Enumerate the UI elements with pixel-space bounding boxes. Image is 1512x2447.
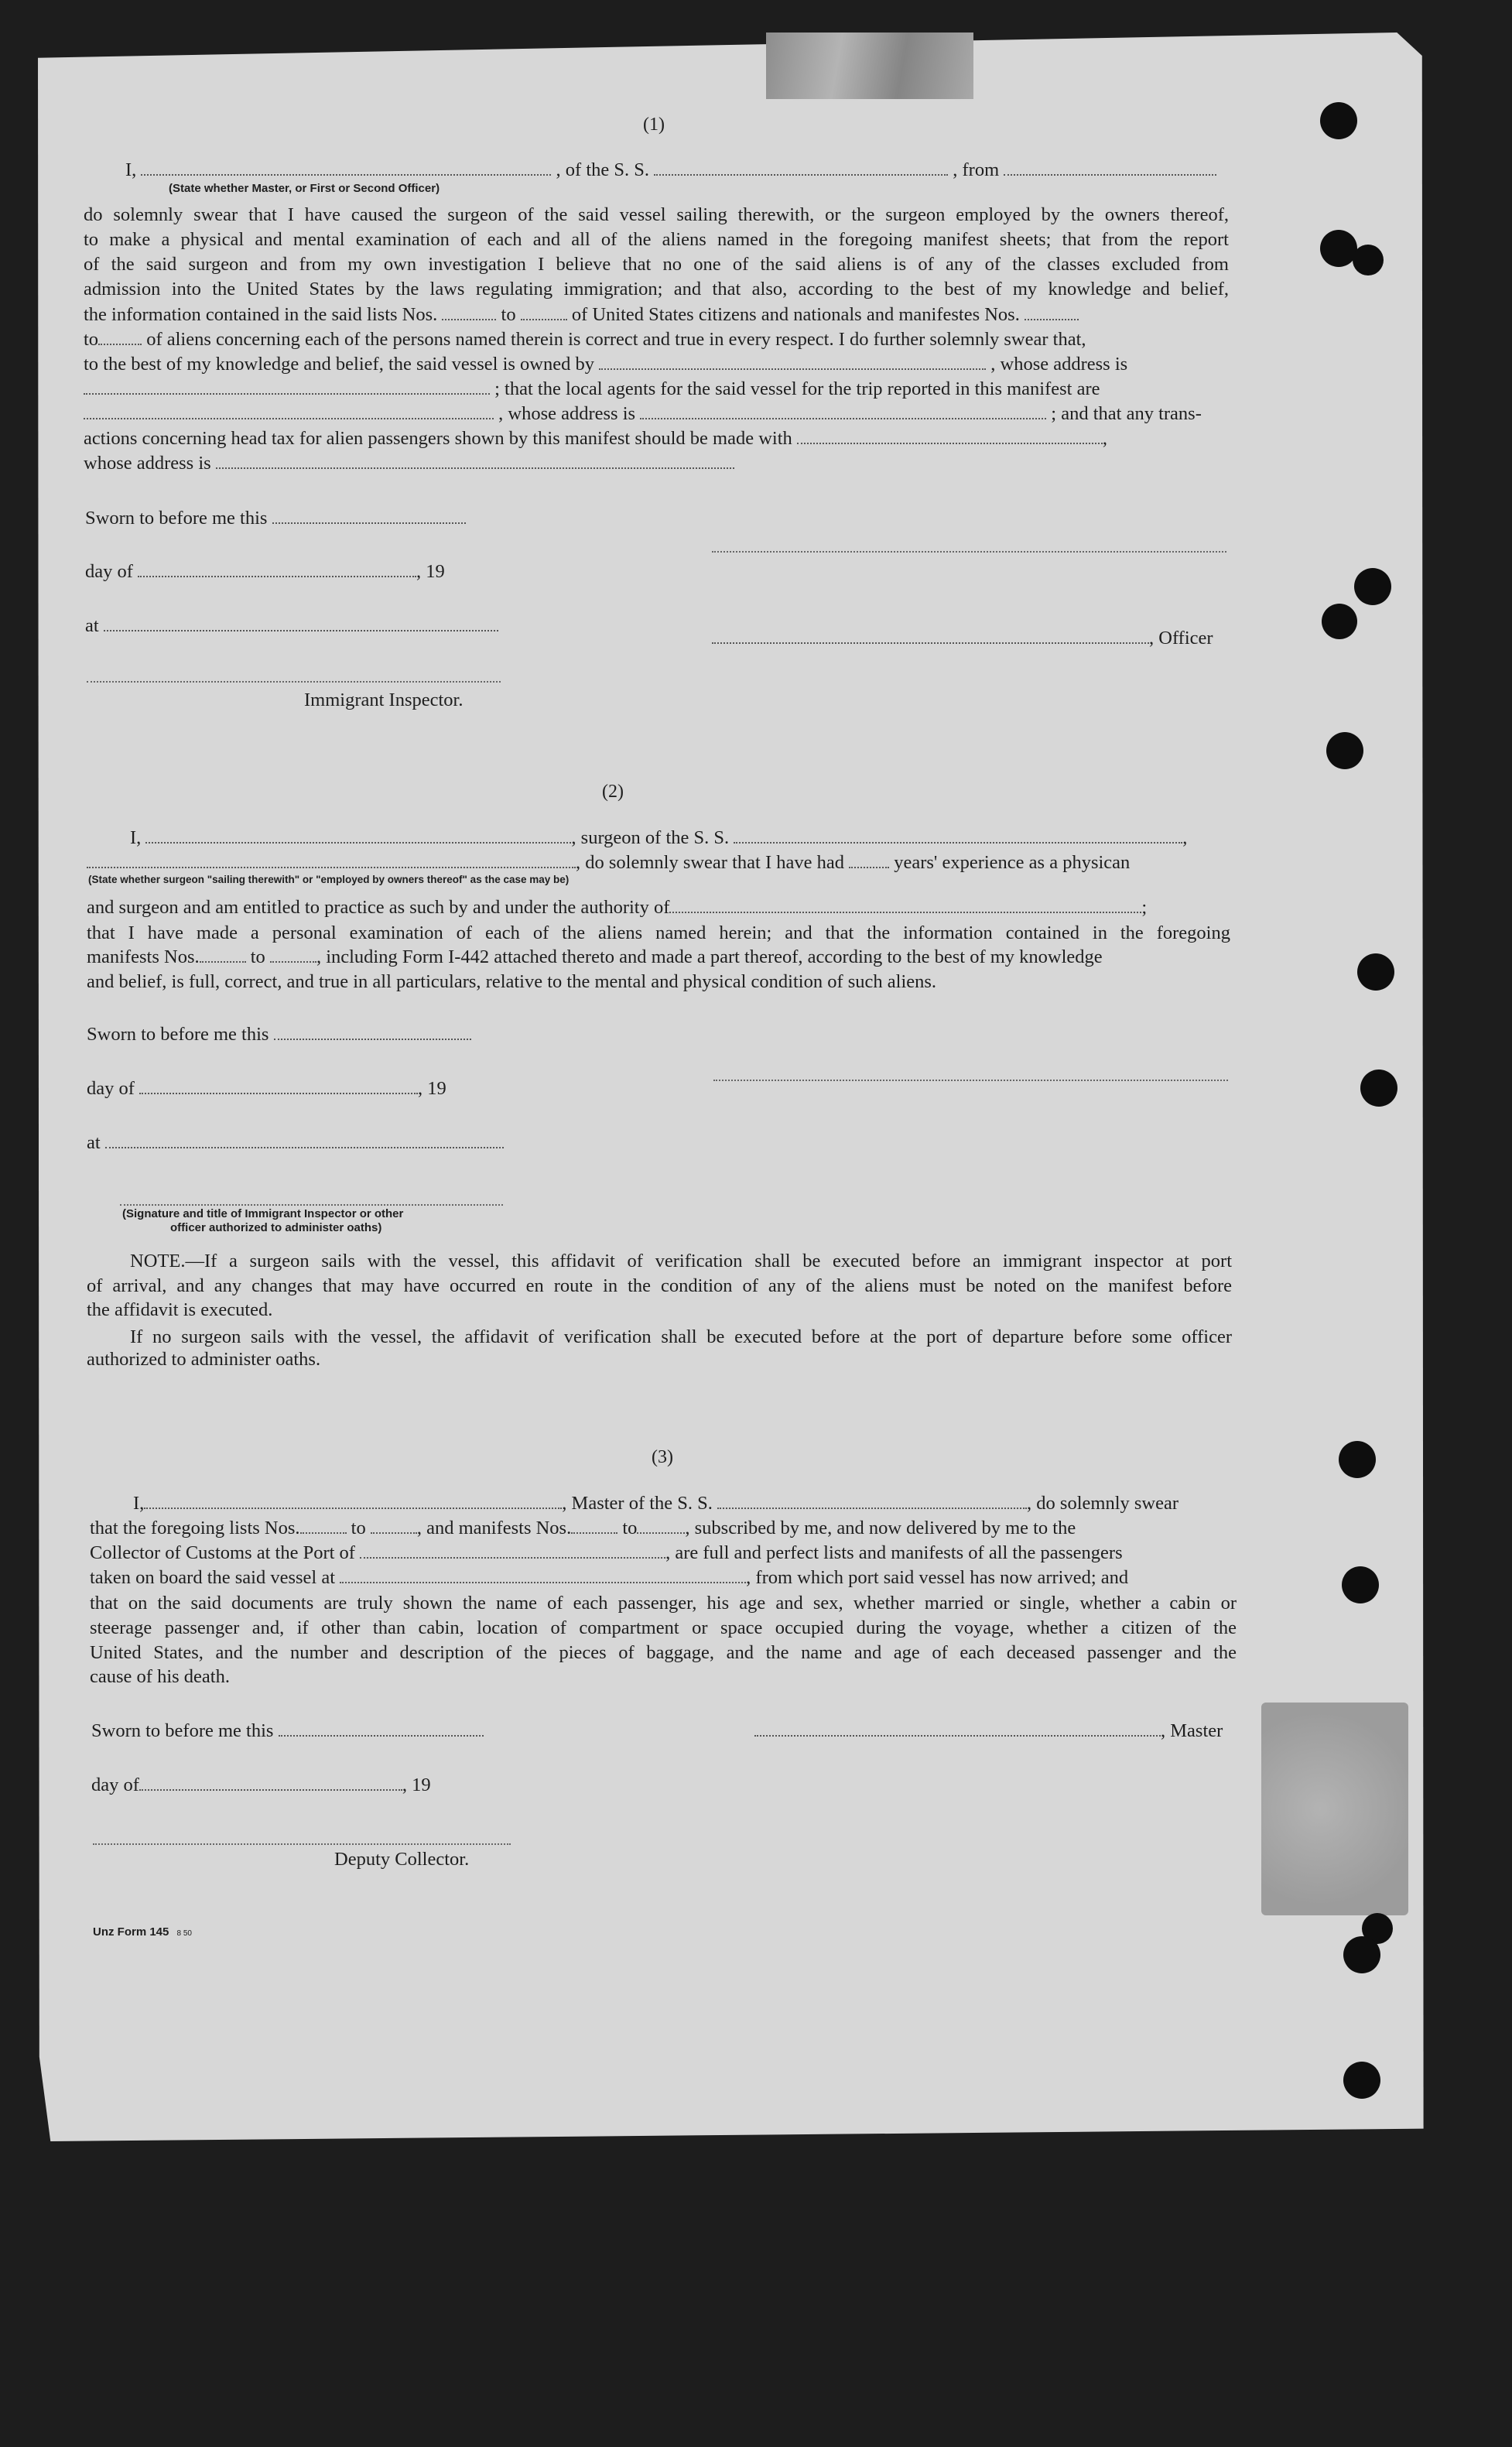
signature-title: Immigrant Inspector. [304,690,464,710]
text: , including Form I-442 attached thereto and made a part thereof, according to the best of my knowledge [316,946,1103,967]
text: , whose address is [990,354,1128,375]
oath-line: and surgeon and am entitled to practice as such by and under the authority of ; [87,897,1148,918]
blank-field [139,1077,418,1094]
text: day of [91,1775,139,1795]
punch-hole [1343,2062,1380,2099]
blank-field [98,328,142,345]
punch-hole [1354,568,1391,605]
blank-field [442,303,496,320]
oath-line [84,452,734,475]
form-number [93,1925,192,1939]
text: Sworn to before me this [85,508,268,529]
punch-hole [1360,1069,1397,1107]
signature-note: officer authorized to administer oaths) [170,1221,382,1234]
blank-field [300,1517,347,1534]
blank-field [599,353,986,370]
officer-line [712,627,1213,650]
blank-field [84,378,490,395]
text: to [351,1518,366,1538]
oath-text: steerage passenger and, if other than cabin, location of compartment or space occupied during the voyage, whether a citizen of the [90,1617,1237,1638]
punch-hole [1342,1566,1379,1603]
text: , surgeon of the S. S. [571,827,730,848]
text: manifests Nos. [87,946,200,967]
note-text: of arrival, and any changes that may have occurred en route in the condition of any of the aliens must be noted on the manifest before [87,1275,1232,1296]
blank-field [371,1517,417,1534]
oath-text: do solemnly swear that I have caused the surgeon of the said vessel sailing therewith, or the surgeon employed by the owners thereof, [84,204,1229,225]
text: taken on board the said vessel at [90,1567,336,1588]
text: , 19 [418,1078,446,1099]
text: to the best of my knowledge and belief, the said vessel is owned by [84,354,594,375]
oath-line: and belief, is full, correct, and true in all particulars, relative to the mental and physical condition of such aliens. [87,971,937,992]
text: to [84,329,99,350]
oath-line [84,353,1127,376]
text: , 19 [402,1775,431,1795]
blank-field [340,1566,746,1583]
text: of aliens concerning each of the persons named therein is correct and true in every respect. I do further solemnly swear that, [146,329,1086,350]
oath-line [90,1517,1076,1540]
blank-field [849,851,889,868]
section-number: (2) [602,782,624,802]
blank-field [87,851,576,868]
punch-hole [1357,953,1394,991]
text: to [250,946,265,967]
oath-line [84,402,1202,426]
oath-line [90,1566,1128,1590]
signature-line [93,1843,511,1845]
oath-line [84,328,1086,351]
torn-paper-scrap [766,33,973,99]
oath-text: that on the said documents are truly shown the name of each passenger, his age and sex, whether married or single, whether a cabin or [90,1593,1237,1614]
text: at [87,1132,101,1153]
text: I, [133,1493,145,1514]
blank-field [754,1720,1161,1737]
blank-field [1025,303,1079,320]
signature-line [713,1080,1228,1081]
day-line [91,1774,431,1797]
blank-field [138,560,416,577]
punch-hole [1343,1936,1380,1973]
text: , of the S. S. [556,159,650,180]
text: ; and that any trans- [1051,403,1202,424]
text: Collector of Customs at the Port of [90,1542,355,1563]
text: , from which port said vessel has now arrived; and [746,1567,1129,1588]
blank-field [521,303,567,320]
note-text: authorized to administer oaths. [87,1349,321,1370]
sworn-line [91,1720,484,1743]
field-note: (State whether Master, or First or Second Officer) [169,182,440,195]
punch-hole [1353,245,1384,276]
sworn-line [85,507,466,530]
blank-field [1004,159,1216,176]
signature-note: (Signature and title of Immigrant Inspector or other [122,1207,404,1220]
master-line [754,1720,1223,1743]
blank-field [139,1774,402,1791]
text: day of [87,1078,135,1099]
paper-stain [1261,1703,1408,1915]
oath-line [133,1492,1178,1515]
text: I, [125,159,137,180]
blank-field [274,1023,471,1040]
note-text: the affidavit is executed. [87,1299,273,1320]
text: of United States citizens and nationals and manifestes Nos. [571,304,1020,325]
blank-field [640,402,1046,419]
punch-hole [1339,1441,1376,1478]
signature-line [120,1204,503,1206]
text: ; that the local agents for the said vessel for the trip reported in this manifest are [494,378,1100,399]
text: , do solemnly swear that I have had [576,852,844,873]
text: to [501,304,516,325]
text: that the foregoing lists Nos. [90,1518,300,1538]
blank-field [654,159,948,176]
text: at [85,615,99,636]
text: , Master [1161,1720,1223,1741]
day-line [85,560,445,584]
text: , do solemnly swear [1027,1493,1179,1514]
blank-field [84,402,494,419]
punch-hole [1320,230,1357,267]
field-note: (State whether surgeon "sailing therewith" or "employed by owners thereof" as the case may be) [88,874,570,885]
blank-field [270,946,316,963]
blank-field [360,1542,665,1559]
section-number: (1) [643,115,665,135]
text: , and manifests Nos. [416,1518,572,1538]
blank-field [571,1517,617,1534]
note-text: If no surgeon sails with the vessel, the affidavit of verification shall be executed before at the port of departure before some officer [130,1326,1232,1347]
oath-line [125,159,1216,182]
oath-line: actions concerning head tax for alien passengers shown by this manifest should be made with , [84,428,1108,449]
oath-text: United States, and the number and description of the pieces of baggage, and the name and age of each deceased passenger and the [90,1642,1237,1663]
oath-line [87,946,1103,969]
text: Unz Form 145 [93,1925,169,1939]
blank-field [144,1492,562,1509]
oath-text: admission into the United States by the laws regulating immigration; and that also, according to the best of my knowledge and belief, [84,279,1229,299]
blank-field [279,1720,484,1737]
oath-line: I, , surgeon of the S. S. , [130,827,1188,848]
text: , 19 [416,561,445,582]
blank-field [637,1517,685,1534]
blank-field [216,452,734,469]
oath-text: cause of his death. [90,1666,230,1687]
blank-field [200,946,246,963]
text: I, [130,827,142,848]
blank-field [712,627,1149,644]
blank-field [717,1492,1027,1509]
text: day of [85,561,133,582]
oath-line [84,303,1079,327]
text: , whose address is [498,403,636,424]
oath-text: to make a physical and mental examination of each and all of the aliens named in the foregoing manifest sheets; that from the report [84,229,1229,250]
blank-field [734,827,1182,844]
oath-text: of the said surgeon and from my own investigation I believe that no one of the said aliens is of any of the classes excluded from [84,254,1229,275]
signature-line [712,551,1226,553]
oath-text: that I have made a personal examination of each of the aliens named herein; and that the information contained in the foregoing [87,922,1230,943]
day-line [87,1077,446,1100]
blank-field [272,507,466,524]
text: , Officer [1149,628,1213,649]
signature-line [87,681,501,683]
text: the information contained in the said lists Nos. [84,304,438,325]
sworn-line [87,1023,471,1046]
signature-title: Deputy Collector. [334,1849,470,1870]
blank-field [105,1131,504,1148]
blank-field [797,427,1103,444]
punch-hole [1320,102,1357,139]
text: , are full and perfect lists and manifests of all the passengers [665,1542,1123,1563]
blank-field [669,896,1141,913]
text: to [622,1518,638,1538]
section-number: (3) [652,1447,673,1467]
at-line [87,1131,504,1155]
text: , subscribed by me, and now delivered by me to the [685,1518,1076,1538]
punch-hole [1322,604,1357,639]
text: , Master of the S. S. [562,1493,713,1514]
text: actions concerning head tax for alien passengers shown by this manifest should be made with [84,428,792,449]
blank-field [141,159,551,176]
text: , from [953,159,1000,180]
oath-line [90,1542,1123,1565]
at-line [85,614,498,638]
oath-line [87,851,1130,874]
text: Sworn to before me this [87,1024,269,1045]
text: 8 50 [176,1929,192,1938]
text: whose address is [84,453,211,474]
text: and surgeon and am entitled to practice as such by and under the authority of [87,897,670,918]
blank-field [145,827,571,844]
note-text: NOTE.—If a surgeon sails with the vessel, this affidavit of verification shall be executed before an immigrant inspector at port [130,1251,1232,1271]
punch-hole [1326,732,1363,769]
text: Sworn to before me this [91,1720,274,1741]
blank-field [104,614,498,631]
oath-line [84,378,1100,401]
text: years' experience as a physican [894,852,1131,873]
